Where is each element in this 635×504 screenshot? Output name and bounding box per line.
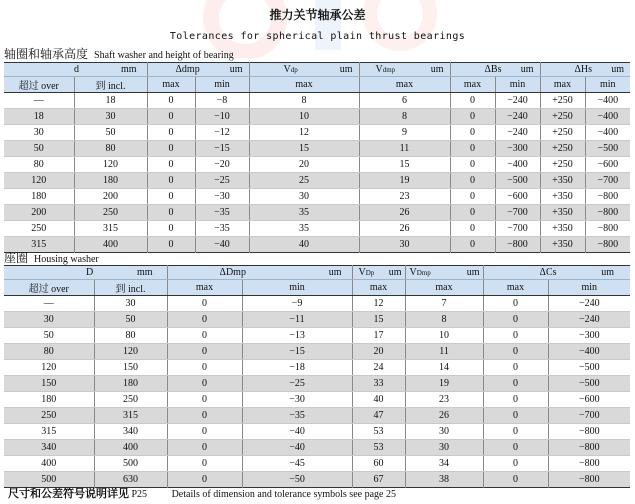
housing-header-row (4, 266, 630, 280)
cell-dhs-min: −500 (585, 141, 630, 157)
shaft-header-row (4, 63, 630, 77)
footer-cn: 尺寸和公差符号说明详见 (8, 487, 129, 500)
cell-ddmp-min: −45 (242, 456, 352, 472)
cell-dcs-max: 0 (483, 376, 548, 392)
table-row (4, 141, 630, 157)
cell-dhs-max: +350 (540, 237, 585, 253)
cell-vdp: 40 (249, 237, 359, 253)
cell-incl: 180 (94, 376, 167, 392)
header-min: min (195, 77, 249, 93)
cell-incl: 630 (94, 472, 167, 488)
cell-incl: 200 (74, 189, 147, 205)
cell-vdp: 17 (352, 328, 405, 344)
cell-ddmp-max: 0 (167, 328, 242, 344)
cell-dbs-max: 0 (450, 205, 495, 221)
cell-dhs-min: −800 (585, 189, 630, 205)
cell-dcs-min: −600 (548, 392, 630, 408)
cell-over: 180 (4, 392, 94, 408)
cell-vdp: 15 (352, 312, 405, 328)
cell-ddmp-max: 0 (167, 296, 242, 312)
cell-dcs-max: 0 (483, 312, 548, 328)
cell-over: 80 (4, 157, 74, 173)
housing-section-label (4, 249, 99, 266)
cell-vdp: 40 (352, 392, 405, 408)
header-max: max (167, 280, 242, 296)
cell-dcs-max: 0 (483, 472, 548, 488)
shaft-section-label (4, 45, 234, 62)
cell-vdmp: 11 (405, 344, 483, 360)
header-min: min (585, 77, 630, 93)
cell-ddmp-min: −35 (195, 205, 249, 221)
cell-ddmp-max: 0 (167, 360, 242, 376)
table-row (4, 125, 630, 141)
cell-over: 250 (4, 221, 74, 237)
cell-over: 80 (4, 344, 94, 360)
cell-vdmp: 26 (405, 408, 483, 424)
cell-dcs-min: −800 (548, 440, 630, 456)
cell-ddmp-min: −11 (242, 312, 352, 328)
cell-vdmp: 14 (405, 360, 483, 376)
cell-dcs-min: −240 (548, 312, 630, 328)
cell-dhs-max: +350 (540, 205, 585, 221)
cell-dhs-min: −800 (585, 237, 630, 253)
cell-incl: 400 (94, 440, 167, 456)
cell-dcs-max: 0 (483, 328, 548, 344)
header-max: max (249, 77, 359, 93)
cell-dhs-min: −400 (585, 109, 630, 125)
cell-over: 120 (4, 173, 74, 189)
cell-dbs-min: −700 (495, 205, 540, 221)
cell-ddmp-max: 0 (147, 237, 195, 253)
cell-vdmp: 26 (359, 205, 450, 221)
header-delta-hs: ΔHs um (540, 63, 630, 77)
cell-over: 315 (4, 424, 94, 440)
cell-ddmp-min: −18 (242, 360, 352, 376)
cell-incl: 315 (94, 408, 167, 424)
cell-ddmp-min: −12 (195, 125, 249, 141)
cell-ddmp-max: 0 (147, 221, 195, 237)
cell-dcs-min: −500 (548, 360, 630, 376)
page-title: 推力关节轴承公差 (269, 8, 366, 22)
cell-incl: 500 (94, 456, 167, 472)
cell-ddmp-min: −15 (242, 344, 352, 360)
cell-vdp: 30 (249, 189, 359, 205)
cell-incl: 50 (74, 125, 147, 141)
cell-ddmp-min: −25 (242, 376, 352, 392)
cell-dcs-min: −800 (548, 456, 630, 472)
cell-dcs-min: −500 (548, 376, 630, 392)
cell-incl: 30 (94, 296, 167, 312)
cell-vdp: 33 (352, 376, 405, 392)
cell-dhs-max: +350 (540, 221, 585, 237)
cell-ddmp-min: −40 (195, 237, 249, 253)
cell-dcs-max: 0 (483, 424, 548, 440)
cell-dcs-min: −800 (548, 424, 630, 440)
cell-over: 120 (4, 360, 94, 376)
header-max: max (359, 77, 450, 93)
cell-vdmp: 23 (405, 392, 483, 408)
cell-incl: 250 (74, 205, 147, 221)
housing-section-cn: 座圈 (4, 251, 29, 265)
header-delta-dmp: Δdmp um (147, 63, 249, 77)
table-row (4, 376, 630, 392)
cell-dcs-max: 0 (483, 408, 548, 424)
footer-en: Details of dimension and tolerance symbols see page 25 (171, 489, 396, 500)
cell-dbs-min: −300 (495, 141, 540, 157)
cell-vdmp: 15 (359, 157, 450, 173)
cell-dcs-max: 0 (483, 456, 548, 472)
cell-over: 50 (4, 328, 94, 344)
cell-ddmp-min: −25 (195, 173, 249, 189)
cell-dcs-min: −300 (548, 328, 630, 344)
cell-over: 30 (4, 125, 74, 141)
cell-over: 340 (4, 440, 94, 456)
cell-dhs-max: +350 (540, 173, 585, 189)
cell-dhs-min: −700 (585, 173, 630, 189)
cell-over: — (4, 93, 74, 109)
header-vdmp: VDmp um (405, 266, 483, 280)
cell-dhs-max: +250 (540, 125, 585, 141)
cell-vdp: 53 (352, 440, 405, 456)
table-row (4, 328, 630, 344)
cell-incl: 315 (74, 221, 147, 237)
cell-dbs-min: −400 (495, 157, 540, 173)
header-vdmp: Vdmp um (359, 63, 450, 77)
cell-vdp: 20 (352, 344, 405, 360)
footer-page: P25 (131, 489, 148, 500)
cell-vdmp: 6 (359, 93, 450, 109)
table-row (4, 189, 630, 205)
cell-dcs-min: −800 (548, 472, 630, 488)
cell-over: 150 (4, 376, 94, 392)
cell-incl: 250 (94, 392, 167, 408)
header-min: min (548, 280, 630, 296)
cell-vdp: 67 (352, 472, 405, 488)
cell-ddmp-min: −30 (242, 392, 352, 408)
cell-dhs-min: −800 (585, 205, 630, 221)
cell-vdmp: 23 (359, 189, 450, 205)
cell-incl: 18 (74, 93, 147, 109)
cell-vdp: 60 (352, 456, 405, 472)
header-vdp: VDp um (352, 266, 405, 280)
cell-dbs-max: 0 (450, 125, 495, 141)
cell-ddmp-min: −13 (242, 328, 352, 344)
table-row (4, 312, 630, 328)
cell-incl: 30 (74, 109, 147, 125)
table-row (4, 344, 630, 360)
cell-vdmp: 34 (405, 456, 483, 472)
header-d: D mm (4, 266, 167, 280)
cell-vdp: 35 (249, 221, 359, 237)
table-row (4, 157, 630, 173)
cell-dbs-max: 0 (450, 141, 495, 157)
cell-dcs-min: −700 (548, 408, 630, 424)
cell-ddmp-min: −50 (242, 472, 352, 488)
cell-vdp: 12 (249, 125, 359, 141)
cell-dhs-max: +250 (540, 93, 585, 109)
header-incl: 到 incl. (94, 280, 167, 296)
cell-dcs-min: −400 (548, 344, 630, 360)
cell-ddmp-max: 0 (167, 408, 242, 424)
cell-vdp: 12 (352, 296, 405, 312)
cell-vdmp: 8 (359, 109, 450, 125)
cell-ddmp-max: 0 (147, 125, 195, 141)
cell-dhs-min: −400 (585, 125, 630, 141)
header-d: d mm (4, 63, 147, 77)
table-row (4, 424, 630, 440)
cell-dbs-min: −240 (495, 125, 540, 141)
cell-vdmp: 7 (405, 296, 483, 312)
header-max: max (483, 280, 548, 296)
cell-vdmp: 30 (405, 440, 483, 456)
header-vdp: Vdp um (249, 63, 359, 77)
cell-over: 18 (4, 109, 74, 125)
cell-incl: 150 (94, 360, 167, 376)
cell-ddmp-max: 0 (167, 392, 242, 408)
shaft-section-en: Shaft washer and height of bearing (94, 50, 234, 61)
cell-vdmp: 19 (359, 173, 450, 189)
cell-dbs-max: 0 (450, 189, 495, 205)
housing-section-en: Housing washer (34, 254, 99, 265)
cell-vdp: 10 (249, 109, 359, 125)
cell-over: 200 (4, 205, 74, 221)
cell-vdmp: 11 (359, 141, 450, 157)
cell-ddmp-min: −40 (242, 424, 352, 440)
table-row (4, 173, 630, 189)
cell-ddmp-max: 0 (147, 93, 195, 109)
cell-dbs-min: −500 (495, 173, 540, 189)
cell-incl: 180 (74, 173, 147, 189)
table-row (4, 205, 630, 221)
cell-ddmp-max: 0 (167, 440, 242, 456)
cell-vdmp: 30 (405, 424, 483, 440)
table-row (4, 408, 630, 424)
header-over: 超过 over (4, 280, 94, 296)
cell-over: 30 (4, 312, 94, 328)
header-incl: 到 incl. (74, 77, 147, 93)
cell-dbs-max: 0 (450, 173, 495, 189)
cell-vdp: 53 (352, 424, 405, 440)
table-row (4, 296, 630, 312)
table-row (4, 93, 630, 109)
cell-dbs-max: 0 (450, 109, 495, 125)
cell-dcs-max: 0 (483, 392, 548, 408)
cell-vdp: 8 (249, 93, 359, 109)
cell-ddmp-max: 0 (167, 312, 242, 328)
cell-ddmp-max: 0 (147, 173, 195, 189)
cell-dcs-max: 0 (483, 360, 548, 376)
cell-over: 250 (4, 408, 94, 424)
cell-ddmp-max: 0 (147, 189, 195, 205)
cell-ddmp-max: 0 (147, 109, 195, 125)
cell-vdp: 24 (352, 360, 405, 376)
cell-ddmp-min: −15 (195, 141, 249, 157)
cell-ddmp-min: −20 (195, 157, 249, 173)
cell-incl: 340 (94, 424, 167, 440)
cell-dcs-max: 0 (483, 344, 548, 360)
header-min: min (495, 77, 540, 93)
table-row (4, 221, 630, 237)
page-subtitle: Tolerances for spherical plain thrust bearings (169, 31, 466, 42)
cell-ddmp-max: 0 (147, 141, 195, 157)
shaft-tolerance-table (4, 62, 630, 253)
header-delta-cs: ΔCs um (483, 266, 630, 280)
header-max: max (450, 77, 495, 93)
table-row (4, 456, 630, 472)
cell-over: 315 (4, 237, 74, 253)
cell-over: — (4, 296, 94, 312)
cell-ddmp-min: −40 (242, 440, 352, 456)
cell-ddmp-min: −35 (242, 408, 352, 424)
cell-ddmp-max: 0 (167, 376, 242, 392)
cell-dbs-min: −800 (495, 237, 540, 253)
cell-vdmp: 38 (405, 472, 483, 488)
cell-ddmp-min: −10 (195, 109, 249, 125)
table-row (4, 109, 630, 125)
cell-over: 500 (4, 472, 94, 488)
footer-note (8, 485, 396, 501)
cell-vdmp: 26 (359, 221, 450, 237)
housing-subheader-row (4, 280, 630, 296)
shaft-subheader-row (4, 77, 630, 93)
table-row (4, 392, 630, 408)
cell-ddmp-max: 0 (167, 344, 242, 360)
cell-dcs-min: −240 (548, 296, 630, 312)
header-delta-bs: ΔBs um (450, 63, 540, 77)
cell-dcs-max: 0 (483, 440, 548, 456)
table-row (4, 440, 630, 456)
cell-ddmp-min: −30 (195, 189, 249, 205)
cell-incl: 400 (74, 237, 147, 253)
cell-vdmp: 8 (405, 312, 483, 328)
cell-vdp: 25 (249, 173, 359, 189)
cell-ddmp-min: −35 (195, 221, 249, 237)
cell-over: 400 (4, 456, 94, 472)
header-max: max (147, 77, 195, 93)
cell-incl: 120 (74, 157, 147, 173)
cell-ddmp-max: 0 (167, 472, 242, 488)
header-min: min (242, 280, 352, 296)
cell-ddmp-max: 0 (147, 205, 195, 221)
cell-vdmp: 19 (405, 376, 483, 392)
cell-dhs-min: −400 (585, 93, 630, 109)
cell-incl: 50 (94, 312, 167, 328)
cell-ddmp-min: −8 (195, 93, 249, 109)
cell-ddmp-max: 0 (167, 456, 242, 472)
cell-dbs-max: 0 (450, 221, 495, 237)
cell-dhs-max: +250 (540, 141, 585, 157)
cell-vdp: 47 (352, 408, 405, 424)
cell-dbs-min: −240 (495, 109, 540, 125)
cell-dbs-min: −700 (495, 221, 540, 237)
header-delta-dmp: ΔDmp um (167, 266, 352, 280)
cell-vdmp: 10 (405, 328, 483, 344)
housing-tolerance-table (4, 265, 630, 488)
cell-dbs-min: −240 (495, 93, 540, 109)
cell-vdp: 35 (249, 205, 359, 221)
cell-vdmp: 30 (359, 237, 450, 253)
cell-vdp: 15 (249, 141, 359, 157)
header-max: max (405, 280, 483, 296)
header-over: 超过 over (4, 77, 74, 93)
header-max: max (352, 280, 405, 296)
cell-ddmp-max: 0 (147, 157, 195, 173)
cell-ddmp-max: 0 (167, 424, 242, 440)
cell-dhs-max: +250 (540, 109, 585, 125)
cell-dhs-min: −800 (585, 221, 630, 237)
cell-dbs-min: −600 (495, 189, 540, 205)
cell-incl: 120 (94, 344, 167, 360)
cell-dbs-max: 0 (450, 93, 495, 109)
cell-dbs-max: 0 (450, 237, 495, 253)
cell-over: 180 (4, 189, 74, 205)
cell-over: 50 (4, 141, 74, 157)
cell-dhs-min: −600 (585, 157, 630, 173)
cell-dbs-max: 0 (450, 157, 495, 173)
header-max: max (540, 77, 585, 93)
cell-dhs-max: +350 (540, 189, 585, 205)
cell-incl: 80 (94, 328, 167, 344)
cell-ddmp-min: −9 (242, 296, 352, 312)
cell-incl: 80 (74, 141, 147, 157)
shaft-section-cn: 轴圈和轴承高度 (4, 47, 89, 61)
cell-vdp: 20 (249, 157, 359, 173)
cell-dhs-max: +250 (540, 157, 585, 173)
table-row (4, 360, 630, 376)
cell-dcs-max: 0 (483, 296, 548, 312)
cell-vdmp: 9 (359, 125, 450, 141)
